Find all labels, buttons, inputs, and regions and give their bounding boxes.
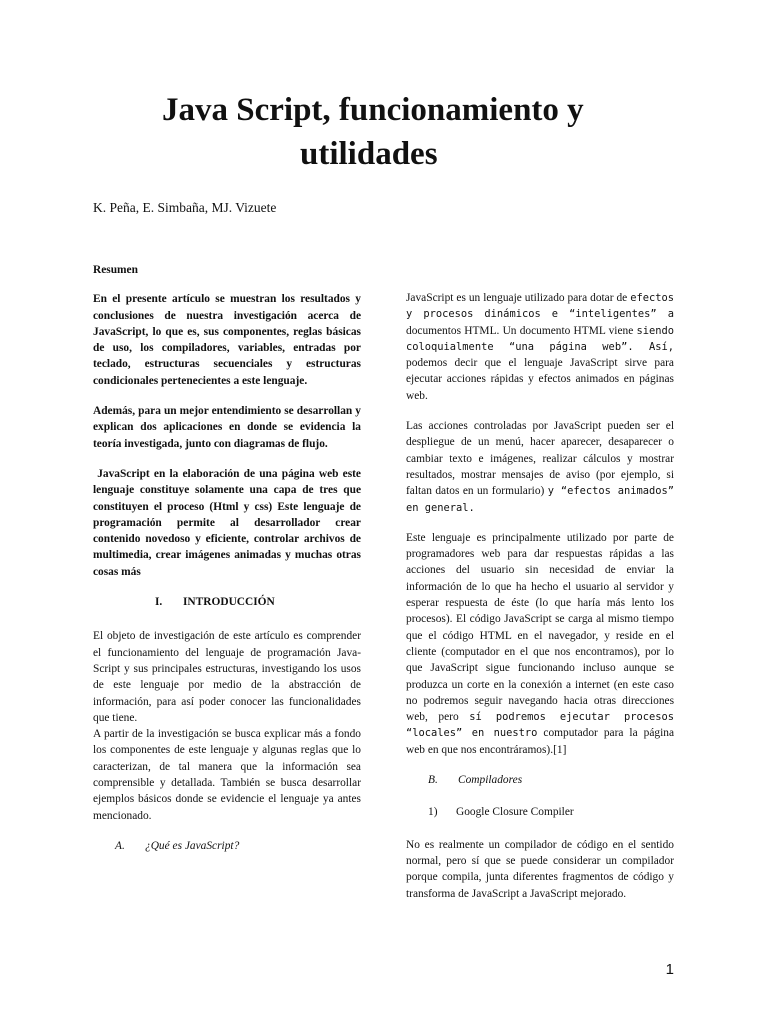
text-run: sí podremos ejecutar procesos “locales” en nuestro bbox=[406, 711, 674, 740]
subsection-title: ¿Qué es JavaScript? bbox=[145, 839, 240, 852]
right-column bbox=[406, 290, 674, 916]
body-paragraph bbox=[406, 418, 674, 516]
section-heading-introduccion bbox=[93, 594, 361, 610]
text-run: Las acciones controladas por JavaScript pueden ser el despliegue de un menú, hacer aparecer, desaparecer o cambiar texto e imágenes, realizar cálculos y mostrar resultados, mostrar mensajes de aviso (por ejemplo, si faltan datos en un formulario) bbox=[406, 420, 674, 498]
intro-paragraph: El objeto de investigación de este artículo es comprender el funcionamiento del lenguaje de programación Java-Script y sus principales estructuras, investigando los usos de este lenguaje por medio de la abstracción de información, para así poder conocer las funcionalidades que tiene. bbox=[93, 630, 361, 724]
subsection-number: B. bbox=[428, 774, 438, 787]
section-number: I. bbox=[155, 596, 163, 609]
abstract-paragraph: En el presente artículo se muestran los resultados y conclusiones de nuestra investigación acerca de JavaScript, lo que es, sus componentes, reglas básicas de uso, los compiladores, variables, entradas por teclado, estructuras secuenciales y estructuras condicionales pertenecientes a este lenguaje. bbox=[93, 293, 361, 387]
text-run: Este lenguaje es principalmente utilizado por parte de programadores web para dar respuestas rápidas a las acciones del usuario sin necesidad de enviar la información de lo que ha hecho el usuario al servidor y esperar respuesta de éste (lo que haría más lento los procesos). El código JavaScript se carga al mismo tiempo que el código HTML en el navegador, y reside en el cliente (computador en el que nos encontramos), por lo que JavaScript sigue funcionando incluso aunque se produzca un corte en la conexión a internet (en este caso no podremos seguir navegando hacia otras direcciones web, pero bbox=[406, 531, 674, 724]
subsection-title: Compiladores bbox=[458, 774, 523, 787]
title-line-2: utilidades bbox=[300, 136, 438, 172]
title-line-1: Java Script, funcionamiento y bbox=[162, 92, 584, 128]
text-run: documentos HTML. Un documento HTML viene bbox=[406, 324, 637, 337]
body-paragraph bbox=[406, 530, 674, 758]
text-run: y “efectos animados” en general. bbox=[406, 485, 674, 514]
section-title: INTRODUCCIÓN bbox=[183, 596, 275, 609]
text-run: JavaScript es un lenguaje utilizado para dotar de bbox=[406, 292, 631, 304]
page-number: 1 bbox=[665, 961, 674, 978]
text-run: podemos decir que el lenguaje JavaScript sirve para ejecutar acciones rápidas y efectos animados en páginas web. bbox=[406, 357, 674, 402]
abstract-paragraph: Además, para un mejor entendimiento se desarrollan y explican dos aplicaciones en donde se evidencia la teoría investigada, junto con diagramas de flujo. bbox=[93, 405, 361, 450]
intro-paragraph: A partir de la investigación se busca explicar más a fondo los componentes de este lenguaje y algunas reglas que lo caracterizan, de tal manera que la información sea comprensible y detallada. También se busca desarrollar ejemplos básicos donde se evidencie el lenguaje ya antes mencionado. bbox=[93, 728, 361, 822]
abstract-heading: Resumen bbox=[93, 264, 138, 276]
text-run: computador para la página web en que nos encontráramos).[1] bbox=[406, 727, 674, 756]
text-run: efectos y procesos dinámicos e “inteligentes” a bbox=[406, 292, 674, 321]
body-paragraph: No es realmente un compilador de código en el sentido normal, pero sí que se puede considerar un compilador porque compila, junta diferentes fragmentos de código y transforma de JavaScript a JavaScript mejorado. bbox=[406, 838, 674, 900]
subsubsection-heading bbox=[406, 804, 674, 820]
subsection-heading-b bbox=[406, 772, 674, 788]
subsection-heading-a bbox=[93, 838, 361, 854]
subsection-number: A. bbox=[115, 839, 125, 852]
article-title bbox=[90, 88, 730, 176]
left-column bbox=[93, 262, 364, 870]
abstract-paragraph: JavaScript en la elaboración de una página web este lenguaje constituye solamente una capa de tres que constituyen el proceso (Html y css) Este lenguaje de programación permite al desarrollador crear contenido novedoso y eficiente, controlar archivos de multimedia, crear imágenes animadas y muchas otras cosas más bbox=[93, 467, 364, 578]
authors: K. Peña, E. Simbaña, MJ. Vizuete bbox=[93, 200, 277, 215]
subsubsection-number: 1) bbox=[428, 806, 438, 819]
subsubsection-title: Google Closure Compiler bbox=[456, 806, 574, 819]
text-run: siendo coloquialmente “una página web”. Así, bbox=[406, 324, 674, 353]
body-paragraph bbox=[406, 290, 674, 404]
